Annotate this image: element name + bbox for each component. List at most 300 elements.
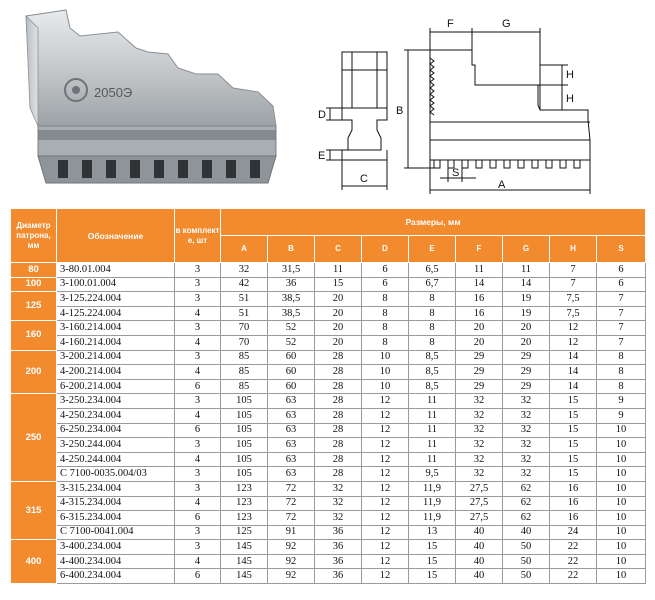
dim-cell-h: 15 <box>550 467 597 482</box>
dim-cell-g: 29 <box>503 350 550 365</box>
chuck-size-cell: 100 <box>11 277 57 292</box>
qty-cell: 4 <box>175 306 221 321</box>
dim-cell-h: 12 <box>550 321 597 336</box>
chuck-size-cell: 315 <box>11 481 57 539</box>
dim-cell-d: 8 <box>362 321 409 336</box>
dim-cell-c: 36 <box>315 540 362 555</box>
header-dimensions: Размеры, мм <box>221 209 646 236</box>
table-row <box>11 438 646 453</box>
dim-cell-c: 28 <box>315 379 362 394</box>
dim-cell-f: 14 <box>456 277 503 292</box>
designation-cell: 4-250.234.004 <box>57 408 175 423</box>
dim-cell-f: 32 <box>456 467 503 482</box>
table-row <box>11 408 646 423</box>
dim-cell-e: 11 <box>409 408 456 423</box>
dim-cell-e: 8 <box>409 292 456 307</box>
designation-cell: 3-200.214.004 <box>57 350 175 365</box>
dim-cell-f: 29 <box>456 350 503 365</box>
dim-cell-b: 60 <box>268 350 315 365</box>
dim-cell-e: 15 <box>409 554 456 569</box>
dim-label-c: C <box>360 173 368 185</box>
header-col-d: D <box>362 236 409 263</box>
dim-label-d: D <box>318 109 326 121</box>
dim-cell-g: 32 <box>503 467 550 482</box>
table-row <box>11 525 646 540</box>
dim-cell-a: 51 <box>221 292 268 307</box>
dim-cell-c: 36 <box>315 554 362 569</box>
table-row <box>11 452 646 467</box>
chuck-size-cell: 400 <box>11 540 57 584</box>
dim-cell-c: 28 <box>315 423 362 438</box>
dim-cell-b: 63 <box>268 467 315 482</box>
table-row <box>11 554 646 569</box>
dim-cell-h: 12 <box>550 335 597 350</box>
dim-cell-a: 105 <box>221 423 268 438</box>
table-row <box>11 263 646 278</box>
dim-cell-c: 36 <box>315 569 362 584</box>
dim-cell-b: 38,5 <box>268 292 315 307</box>
header-col-b: B <box>268 236 315 263</box>
qty-cell: 4 <box>175 496 221 511</box>
table-row <box>11 481 646 496</box>
designation-cell: С 7100-0035.004/03 <box>57 467 175 482</box>
dim-cell-h: 15 <box>550 452 597 467</box>
dim-cell-h: 22 <box>550 569 597 584</box>
dim-cell-d: 12 <box>362 481 409 496</box>
table-row <box>11 423 646 438</box>
header-col-a: A <box>221 236 268 263</box>
table-row <box>11 292 646 307</box>
qty-cell: 4 <box>175 452 221 467</box>
dim-cell-g: 20 <box>503 321 550 336</box>
designation-cell: 4-125.224.004 <box>57 306 175 321</box>
table-row <box>11 540 646 555</box>
qty-cell: 3 <box>175 292 221 307</box>
qty-cell: 4 <box>175 408 221 423</box>
dim-cell-g: 11 <box>503 263 550 278</box>
header-qty: в комплект е, шт <box>175 209 221 263</box>
dim-cell-g: 62 <box>503 481 550 496</box>
dim-cell-a: 105 <box>221 408 268 423</box>
dim-cell-a: 42 <box>221 277 268 292</box>
dim-cell-e: 8 <box>409 335 456 350</box>
header-col-g: G <box>503 236 550 263</box>
dim-cell-f: 32 <box>456 438 503 453</box>
dim-label-g: G <box>502 18 511 30</box>
dim-cell-f: 20 <box>456 335 503 350</box>
dim-cell-g: 32 <box>503 408 550 423</box>
dim-cell-a: 123 <box>221 496 268 511</box>
dim-cell-f: 11 <box>456 263 503 278</box>
dim-cell-h: 15 <box>550 408 597 423</box>
dim-cell-s: 10 <box>597 525 646 540</box>
dim-cell-a: 123 <box>221 481 268 496</box>
table-row <box>11 511 646 526</box>
dim-cell-h: 7 <box>550 277 597 292</box>
dim-cell-c: 28 <box>315 350 362 365</box>
dim-cell-g: 50 <box>503 554 550 569</box>
dim-cell-d: 8 <box>362 292 409 307</box>
dim-cell-s: 8 <box>597 365 646 380</box>
dim-label-a: A <box>498 179 506 191</box>
dim-cell-d: 10 <box>362 365 409 380</box>
dim-label-e: E <box>318 150 326 162</box>
dim-cell-b: 60 <box>268 379 315 394</box>
qty-cell: 3 <box>175 263 221 278</box>
dim-cell-g: 29 <box>503 365 550 380</box>
dim-cell-e: 13 <box>409 525 456 540</box>
dim-cell-g: 62 <box>503 511 550 526</box>
dim-label-b: B <box>396 105 404 117</box>
dim-cell-a: 123 <box>221 511 268 526</box>
dim-cell-b: 92 <box>268 540 315 555</box>
designation-cell: 4-200.214.004 <box>57 365 175 380</box>
dim-cell-s: 8 <box>597 379 646 394</box>
dim-cell-e: 8,5 <box>409 350 456 365</box>
chuck-size-cell: 125 <box>11 292 57 321</box>
designation-cell: 6-200.214.004 <box>57 379 175 394</box>
dim-cell-c: 20 <box>315 292 362 307</box>
dim-cell-a: 51 <box>221 306 268 321</box>
dim-cell-h: 16 <box>550 496 597 511</box>
dim-cell-e: 9,5 <box>409 467 456 482</box>
dim-cell-e: 8,5 <box>409 379 456 394</box>
dim-cell-s: 7 <box>597 321 646 336</box>
dim-cell-h: 15 <box>550 423 597 438</box>
dim-cell-h: 16 <box>550 481 597 496</box>
dim-cell-g: 62 <box>503 496 550 511</box>
dim-label-s: S <box>452 167 460 179</box>
dim-cell-g: 32 <box>503 438 550 453</box>
dim-cell-c: 28 <box>315 467 362 482</box>
qty-cell: 4 <box>175 554 221 569</box>
dim-cell-s: 10 <box>597 554 646 569</box>
qty-cell: 6 <box>175 423 221 438</box>
dim-cell-g: 32 <box>503 452 550 467</box>
dim-cell-c: 32 <box>315 511 362 526</box>
dim-cell-d: 10 <box>362 379 409 394</box>
dim-cell-b: 72 <box>268 481 315 496</box>
spec-table <box>10 208 646 584</box>
dim-cell-d: 12 <box>362 554 409 569</box>
dim-cell-b: 92 <box>268 569 315 584</box>
header-chuck-diameter: Диаметр патрона, мм <box>11 209 57 263</box>
dim-cell-g: 50 <box>503 569 550 584</box>
dim-cell-c: 28 <box>315 438 362 453</box>
dim-cell-g: 50 <box>503 540 550 555</box>
designation-cell: 4-160.214.004 <box>57 335 175 350</box>
dim-cell-c: 11 <box>315 263 362 278</box>
dim-cell-s: 10 <box>597 511 646 526</box>
dim-cell-f: 27,5 <box>456 481 503 496</box>
dim-cell-h: 24 <box>550 525 597 540</box>
dim-cell-e: 11 <box>409 452 456 467</box>
dim-cell-b: 36 <box>268 277 315 292</box>
dim-cell-s: 6 <box>597 277 646 292</box>
dim-cell-s: 10 <box>597 423 646 438</box>
dim-cell-g: 19 <box>503 292 550 307</box>
header-col-f: F <box>456 236 503 263</box>
dim-cell-a: 145 <box>221 540 268 555</box>
dim-cell-g: 32 <box>503 423 550 438</box>
dim-cell-f: 32 <box>456 423 503 438</box>
dim-cell-d: 8 <box>362 335 409 350</box>
dim-cell-s: 7 <box>597 292 646 307</box>
qty-cell: 3 <box>175 277 221 292</box>
dim-cell-f: 32 <box>456 452 503 467</box>
dim-cell-e: 11,9 <box>409 496 456 511</box>
dim-cell-a: 70 <box>221 335 268 350</box>
dim-cell-d: 12 <box>362 511 409 526</box>
dim-cell-c: 20 <box>315 335 362 350</box>
dim-cell-d: 12 <box>362 540 409 555</box>
dim-cell-f: 32 <box>456 394 503 409</box>
qty-cell: 3 <box>175 525 221 540</box>
dim-cell-c: 28 <box>315 452 362 467</box>
designation-cell: 4-400.234.004 <box>57 554 175 569</box>
dim-cell-h: 16 <box>550 511 597 526</box>
dim-cell-e: 8 <box>409 306 456 321</box>
dim-cell-s: 10 <box>597 569 646 584</box>
dim-cell-b: 72 <box>268 511 315 526</box>
qty-cell: 6 <box>175 379 221 394</box>
dim-cell-g: 20 <box>503 335 550 350</box>
table-row <box>11 496 646 511</box>
dim-cell-h: 22 <box>550 554 597 569</box>
dim-cell-f: 32 <box>456 408 503 423</box>
dim-cell-a: 105 <box>221 394 268 409</box>
dim-cell-d: 6 <box>362 263 409 278</box>
dim-cell-c: 28 <box>315 408 362 423</box>
dim-cell-g: 32 <box>503 394 550 409</box>
designation-cell: 3-250.244.004 <box>57 438 175 453</box>
dim-cell-g: 40 <box>503 525 550 540</box>
dim-cell-b: 63 <box>268 394 315 409</box>
chuck-size-cell: 160 <box>11 321 57 350</box>
chuck-size-cell: 200 <box>11 350 57 394</box>
dim-label-h2: H <box>566 93 574 105</box>
qty-cell: 4 <box>175 365 221 380</box>
header-col-c: C <box>315 236 362 263</box>
dim-cell-b: 72 <box>268 496 315 511</box>
table-row <box>11 379 646 394</box>
qty-cell: 3 <box>175 394 221 409</box>
dim-cell-c: 36 <box>315 525 362 540</box>
qty-cell: 3 <box>175 481 221 496</box>
dim-cell-h: 7 <box>550 263 597 278</box>
dim-cell-d: 12 <box>362 467 409 482</box>
dim-cell-g: 19 <box>503 306 550 321</box>
designation-cell: 3-250.234.004 <box>57 394 175 409</box>
dim-cell-c: 28 <box>315 365 362 380</box>
header-col-e: E <box>409 236 456 263</box>
dim-cell-a: 105 <box>221 467 268 482</box>
table-row <box>11 321 646 336</box>
qty-cell: 3 <box>175 350 221 365</box>
dim-cell-b: 60 <box>268 365 315 380</box>
dim-cell-s: 10 <box>597 452 646 467</box>
designation-cell: 6-400.234.004 <box>57 569 175 584</box>
dim-cell-e: 11,9 <box>409 481 456 496</box>
dim-cell-s: 10 <box>597 438 646 453</box>
dim-cell-s: 7 <box>597 335 646 350</box>
qty-cell: 6 <box>175 569 221 584</box>
dim-cell-b: 63 <box>268 438 315 453</box>
header-col-h: H <box>550 236 597 263</box>
designation-cell: 4-250.244.004 <box>57 452 175 467</box>
designation-cell: 6-250.234.004 <box>57 423 175 438</box>
dim-cell-f: 29 <box>456 379 503 394</box>
designation-cell: 3-100.01.004 <box>57 277 175 292</box>
dim-cell-e: 6,7 <box>409 277 456 292</box>
dim-cell-f: 27,5 <box>456 511 503 526</box>
dim-cell-s: 7 <box>597 306 646 321</box>
dim-cell-c: 20 <box>315 321 362 336</box>
jaw-photo <box>18 8 283 198</box>
dim-cell-a: 145 <box>221 569 268 584</box>
dim-cell-d: 6 <box>362 277 409 292</box>
dim-cell-a: 32 <box>221 263 268 278</box>
qty-cell: 3 <box>175 467 221 482</box>
table-row <box>11 467 646 482</box>
dim-cell-s: 10 <box>597 467 646 482</box>
qty-cell: 3 <box>175 540 221 555</box>
chuck-size-cell: 250 <box>11 394 57 482</box>
dim-cell-e: 11,9 <box>409 511 456 526</box>
dim-cell-b: 63 <box>268 452 315 467</box>
photo-marking: 2050Э <box>94 85 133 100</box>
dim-cell-e: 11 <box>409 438 456 453</box>
dim-cell-c: 32 <box>315 496 362 511</box>
dim-cell-g: 29 <box>503 379 550 394</box>
table-row <box>11 365 646 380</box>
dim-cell-e: 15 <box>409 540 456 555</box>
dim-cell-b: 63 <box>268 408 315 423</box>
qty-cell: 4 <box>175 335 221 350</box>
dim-cell-d: 10 <box>362 350 409 365</box>
dim-cell-a: 85 <box>221 365 268 380</box>
table-row <box>11 277 646 292</box>
dim-cell-e: 6,5 <box>409 263 456 278</box>
header-col-s: S <box>597 236 646 263</box>
dim-cell-h: 15 <box>550 438 597 453</box>
dim-cell-e: 8 <box>409 321 456 336</box>
dim-cell-s: 6 <box>597 263 646 278</box>
dim-cell-s: 8 <box>597 350 646 365</box>
designation-cell: 3-125.224.004 <box>57 292 175 307</box>
dim-cell-c: 32 <box>315 481 362 496</box>
dim-cell-h: 22 <box>550 540 597 555</box>
dim-cell-b: 31,5 <box>268 263 315 278</box>
dim-cell-f: 16 <box>456 292 503 307</box>
dim-cell-h: 7,5 <box>550 292 597 307</box>
dim-cell-f: 40 <box>456 554 503 569</box>
designation-cell: С 7100-0041.004 <box>57 525 175 540</box>
dim-cell-a: 85 <box>221 350 268 365</box>
dim-cell-c: 15 <box>315 277 362 292</box>
dim-cell-d: 12 <box>362 496 409 511</box>
dim-cell-f: 29 <box>456 365 503 380</box>
dim-cell-e: 15 <box>409 569 456 584</box>
dim-cell-d: 12 <box>362 423 409 438</box>
designation-cell: 4-315.234.004 <box>57 496 175 511</box>
dim-cell-f: 20 <box>456 321 503 336</box>
table-row <box>11 394 646 409</box>
dim-cell-a: 145 <box>221 554 268 569</box>
dim-cell-b: 52 <box>268 321 315 336</box>
dim-cell-d: 12 <box>362 408 409 423</box>
dim-cell-h: 7,5 <box>550 306 597 321</box>
dim-cell-s: 9 <box>597 408 646 423</box>
dim-cell-d: 12 <box>362 394 409 409</box>
dim-cell-f: 27,5 <box>456 496 503 511</box>
dim-cell-b: 38,5 <box>268 306 315 321</box>
dim-cell-c: 28 <box>315 394 362 409</box>
dim-cell-s: 10 <box>597 540 646 555</box>
dim-cell-e: 11 <box>409 423 456 438</box>
dim-cell-a: 85 <box>221 379 268 394</box>
dim-cell-f: 40 <box>456 540 503 555</box>
designation-cell: 6-315.234.004 <box>57 511 175 526</box>
dim-cell-a: 105 <box>221 452 268 467</box>
qty-cell: 3 <box>175 438 221 453</box>
designation-cell: 3-160.214.004 <box>57 321 175 336</box>
dim-cell-h: 14 <box>550 365 597 380</box>
technical-drawing <box>300 10 640 200</box>
table-row <box>11 306 646 321</box>
dim-cell-b: 63 <box>268 423 315 438</box>
dim-cell-g: 14 <box>503 277 550 292</box>
dim-cell-b: 91 <box>268 525 315 540</box>
qty-cell: 3 <box>175 321 221 336</box>
dim-cell-s: 9 <box>597 394 646 409</box>
dim-cell-d: 12 <box>362 452 409 467</box>
dim-cell-s: 10 <box>597 481 646 496</box>
designation-cell: 3-400.234.004 <box>57 540 175 555</box>
table-row <box>11 335 646 350</box>
dim-cell-d: 12 <box>362 569 409 584</box>
dim-cell-f: 16 <box>456 306 503 321</box>
qty-cell: 6 <box>175 511 221 526</box>
dim-cell-d: 12 <box>362 438 409 453</box>
table-row <box>11 350 646 365</box>
designation-cell: 3-80.01.004 <box>57 263 175 278</box>
dim-cell-f: 40 <box>456 569 503 584</box>
dim-cell-h: 14 <box>550 350 597 365</box>
dim-cell-a: 105 <box>221 438 268 453</box>
dim-cell-d: 8 <box>362 306 409 321</box>
header-designation: Обозначение <box>57 209 175 263</box>
table-row <box>11 569 646 584</box>
dim-cell-a: 125 <box>221 525 268 540</box>
chuck-size-cell: 80 <box>11 263 57 278</box>
dim-label-f: F <box>447 18 454 30</box>
dim-cell-b: 52 <box>268 335 315 350</box>
dim-cell-e: 11 <box>409 394 456 409</box>
designation-cell: 3-315.234.004 <box>57 481 175 496</box>
dim-cell-b: 92 <box>268 554 315 569</box>
dim-cell-s: 10 <box>597 496 646 511</box>
dim-cell-a: 70 <box>221 321 268 336</box>
dim-cell-d: 12 <box>362 525 409 540</box>
dim-cell-f: 40 <box>456 525 503 540</box>
dim-cell-h: 15 <box>550 394 597 409</box>
dim-cell-e: 8,5 <box>409 365 456 380</box>
dim-cell-c: 20 <box>315 306 362 321</box>
figures-area <box>0 0 655 205</box>
dim-cell-h: 14 <box>550 379 597 394</box>
dim-label-h1: H <box>566 69 574 81</box>
